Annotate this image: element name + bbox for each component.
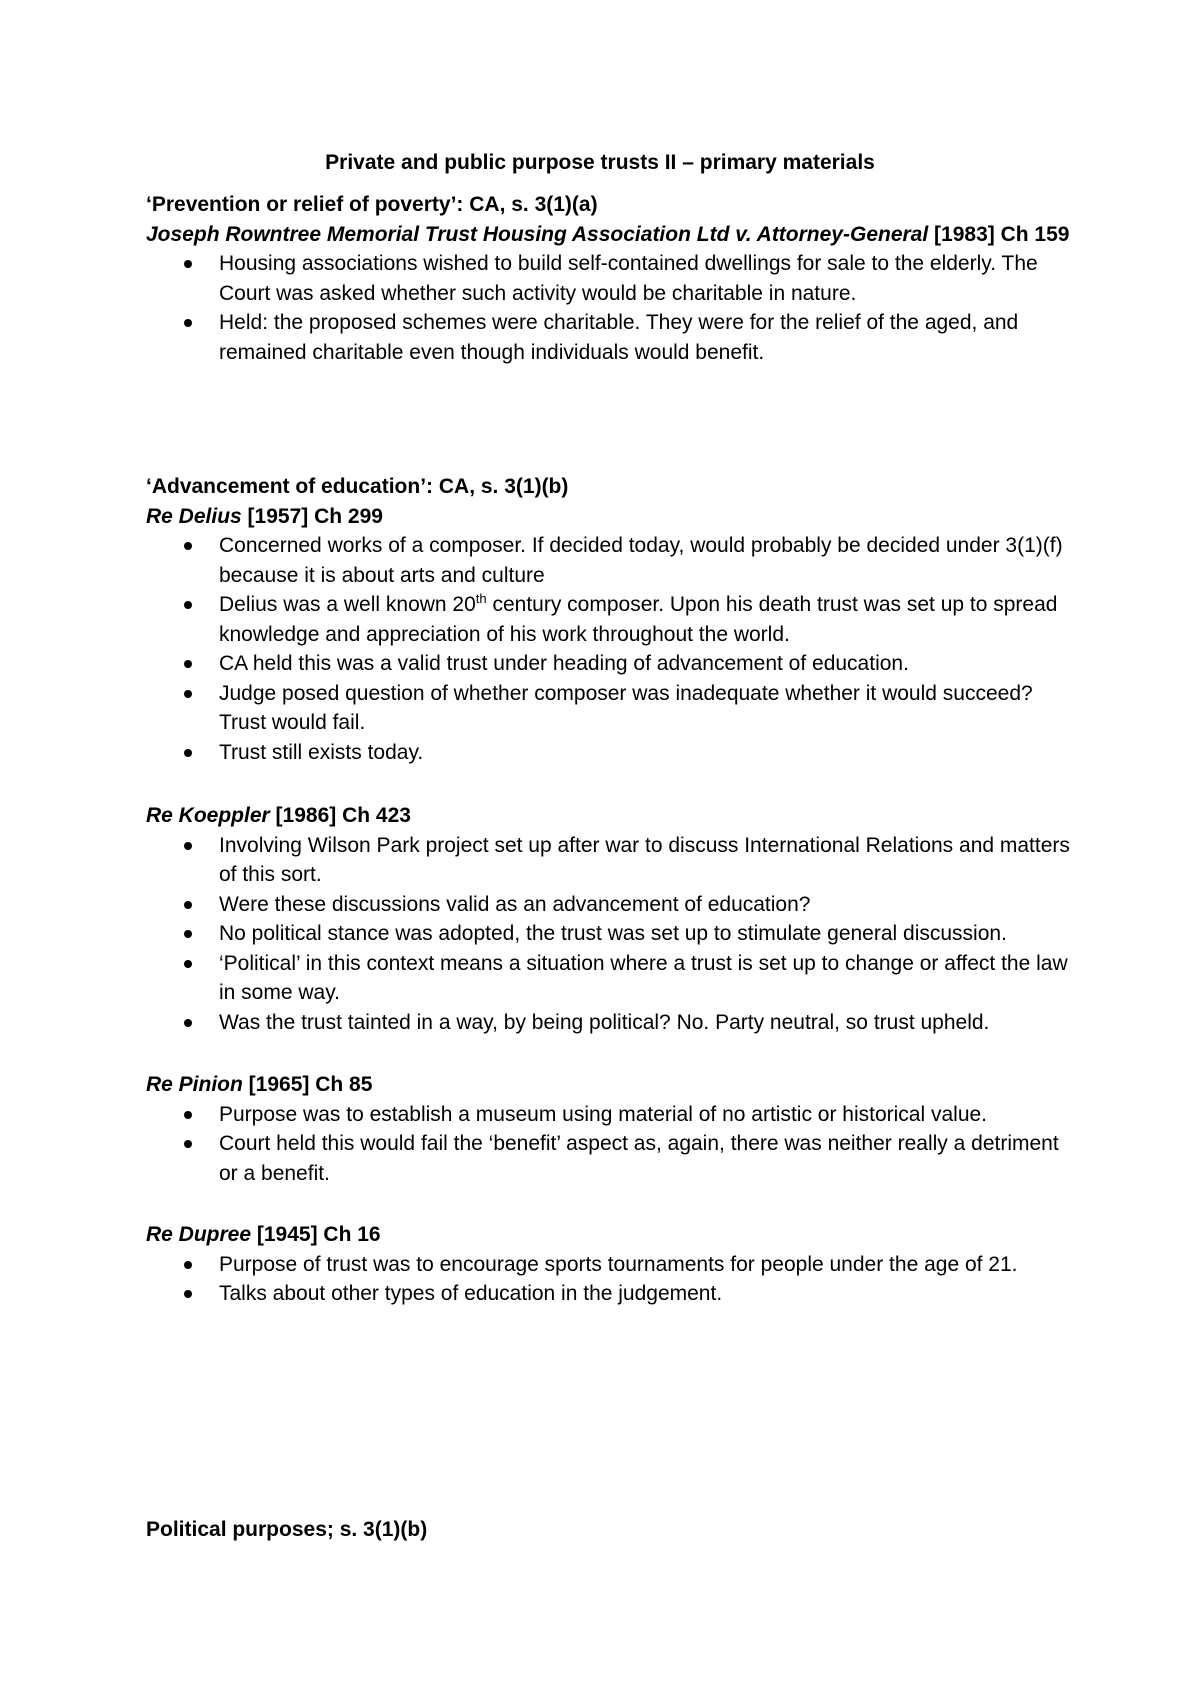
- case-name: Joseph Rowntree Memorial Trust Housing Association Ltd v. Attorney-General: [146, 222, 929, 246]
- section-heading-political: Political purposes; s. 3(1)(b): [146, 1518, 428, 1541]
- list-item: Delius was a well known 20th century composer. Upon his death trust was set up to spread knowledge and appreciation of his work throughout the world.: [146, 590, 1076, 649]
- bullet-icon: [184, 901, 192, 909]
- case-citation: [1957] Ch 299: [241, 504, 383, 528]
- section-political: [146, 1515, 1076, 1545]
- list-item: Was the trust tainted in a way, by being political? No. Party neutral, so trust upheld.: [146, 1008, 1076, 1038]
- list-item: Housing associations wished to build self-contained dwellings for sale to the elderly. The Court was asked whether such activity would be charitable in nature.: [146, 249, 1076, 308]
- case-name: Re Dupree: [146, 1223, 252, 1246]
- bullet-icon: [184, 542, 192, 550]
- case-pinion: [146, 1070, 1076, 1188]
- section-poverty: [146, 190, 1076, 367]
- case-citation: [1965] Ch 85: [242, 1073, 373, 1096]
- section-heading-education: ‘Advancement of education’: CA, s. 3(1)(b): [146, 475, 569, 498]
- case-citation: [1986] Ch 423: [269, 804, 411, 827]
- case-title-koeppler: [146, 801, 1076, 831]
- list-item: Were these discussions valid as an advancement of education?: [146, 890, 1076, 920]
- case-points: [146, 1250, 1076, 1309]
- case-citation: [1983] Ch 159: [928, 222, 1070, 246]
- list-item: Trust still exists today.: [146, 738, 1076, 768]
- list-item: ‘Political’ in this context means a situation where a trust is set up to change or affect the law in some way.: [146, 949, 1076, 1008]
- case-title-delius: [146, 502, 1076, 532]
- list-item: Judge posed question of whether composer was inadequate whether it would succeed? Trust would fail.: [146, 679, 1076, 738]
- case-koeppler: [146, 801, 1076, 1037]
- list-item: Concerned works of a composer. If decided today, would probably be decided under 3(1)(f) because it is about arts and culture: [146, 531, 1076, 590]
- case-title-pinion: [146, 1070, 1076, 1100]
- list-item: Purpose of trust was to encourage sports tournaments for people under the age of 21.: [146, 1250, 1076, 1280]
- case-name: Re Delius: [146, 504, 242, 528]
- list-item: Court held this would fail the ‘benefit’ aspect as, again, there was neither really a detriment or a benefit.: [146, 1129, 1076, 1188]
- bullet-icon: [184, 660, 192, 668]
- bullet-icon: [184, 319, 192, 327]
- bullet-icon: [184, 1140, 192, 1148]
- bullet-icon: [184, 930, 192, 938]
- bullet-icon: [184, 690, 192, 698]
- list-item: No political stance was adopted, the trust was set up to stimulate general discussion.: [146, 919, 1076, 949]
- bullet-icon: [184, 749, 192, 757]
- bullet-icon: [184, 1111, 192, 1119]
- page-title: Private and public purpose trusts II – primary materials: [325, 151, 875, 174]
- bullet-icon: [184, 960, 192, 968]
- case-title-dupree: [146, 1220, 1076, 1250]
- case-dupree: [146, 1220, 1076, 1309]
- bullet-icon: [184, 260, 192, 268]
- case-name: Re Koeppler: [146, 804, 270, 827]
- list-item: Talks about other types of education in the judgement.: [146, 1279, 1076, 1309]
- bullet-icon: [184, 1290, 192, 1298]
- list-item: Held: the proposed schemes were charitable. They were for the relief of the aged, and remained charitable even though individuals would benefit.: [146, 308, 1076, 367]
- bullet-icon: [184, 1019, 192, 1027]
- case-points: [146, 1100, 1076, 1189]
- section-heading-poverty: ‘Prevention or relief of poverty’: CA, s. 3(1)(a): [146, 193, 598, 216]
- case-points: [146, 831, 1076, 1038]
- list-item: Involving Wilson Park project set up after war to discuss International Relations and matters of this sort.: [146, 831, 1076, 890]
- bullet-icon: [184, 601, 192, 609]
- case-citation: [1945] Ch 16: [251, 1223, 381, 1246]
- case-title-rowntree: [146, 220, 1076, 250]
- case-points: [146, 531, 1076, 767]
- case-points: [146, 249, 1076, 367]
- bullet-icon: [184, 1261, 192, 1269]
- list-item: CA held this was a valid trust under heading of advancement of education.: [146, 649, 1076, 679]
- list-item: Purpose was to establish a museum using material of no artistic or historical value.: [146, 1100, 1076, 1130]
- bullet-icon: [184, 842, 192, 850]
- section-education: [146, 472, 1076, 767]
- case-name: Re Pinion: [146, 1073, 243, 1096]
